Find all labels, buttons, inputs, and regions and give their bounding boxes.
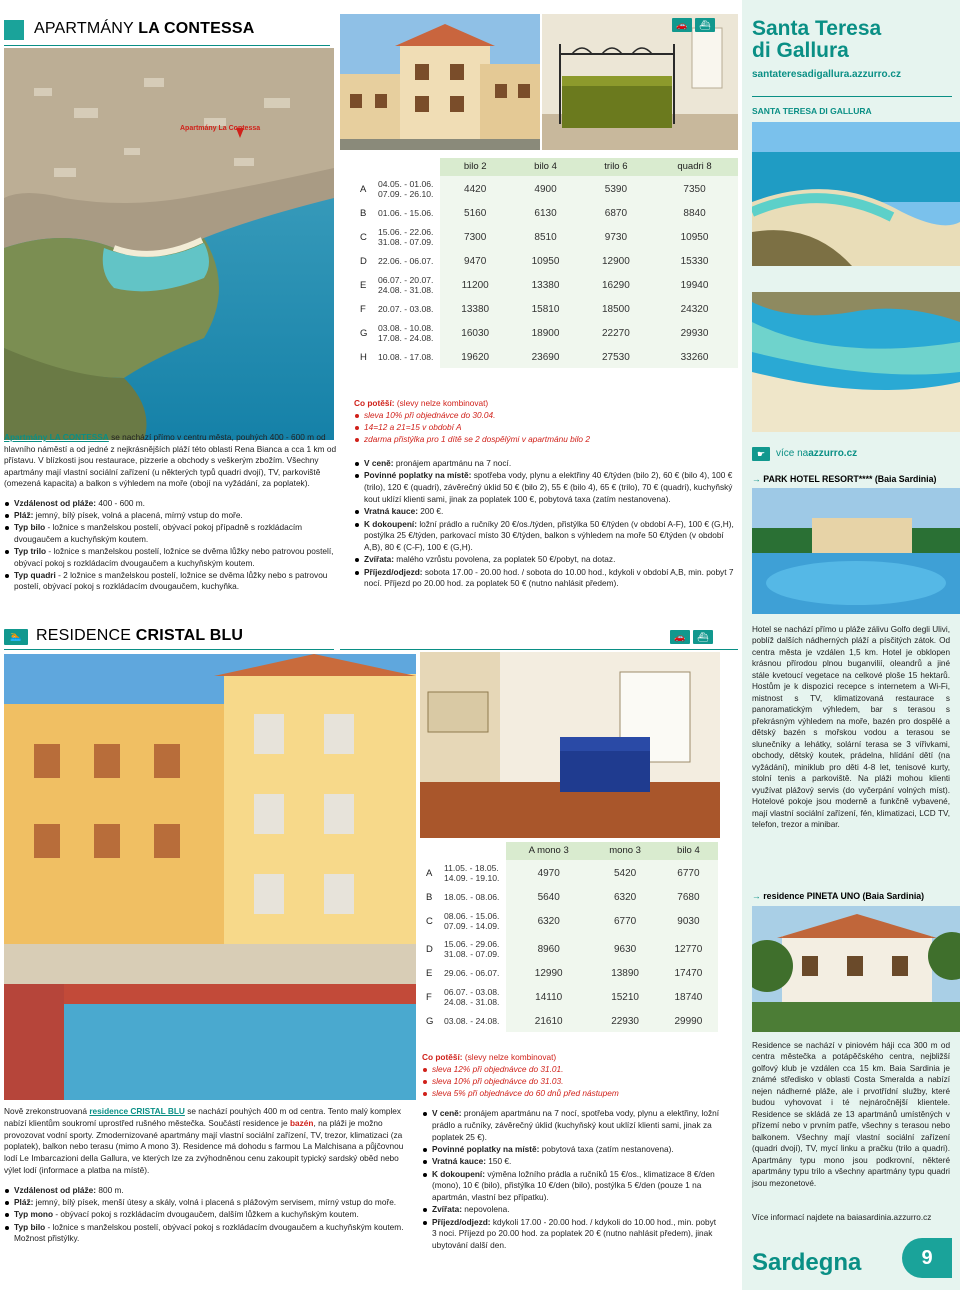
region-label: SANTA TERESA DI GALLURA — [752, 106, 872, 116]
info-item: K dokoupení: výměna ložního prádla a ručníků 15 €/os., klimatizace 8 €/den (mono), 10 € (bilo), přistýlka 10 €/den (bilo), postýlka 5 €/den (pouze 1 na apartmán, vlastní bez přípatku). — [422, 1169, 720, 1204]
season-dates: 15.06. - 22.06. 31.08. - 07.09. — [378, 224, 440, 252]
info-item: Příjezd/odjezd: sobota 17.00 - 20.00 hod. / sobota do 10.00 hod., kdykoli v období A,B, min. pobyt 7 nocí. Příjezd po 20.00 hod. za poplatek 50 € (nutno nahlásit předem). — [354, 567, 734, 591]
table-row — [356, 204, 738, 224]
price-cell: 5160 — [440, 204, 510, 224]
table-row — [422, 908, 718, 936]
contessa-title-bar — [4, 14, 330, 46]
more-info-link[interactable]: Více informací najdete na baiasardinia.azzurro.cz — [752, 1213, 932, 1222]
fact-item: Typ quadri - 2 ložnice s manželskou postelí, ložnice se dvěma lůžky nebo s patrovou postelí, obývací pokoj s rozkládacím dvougaučem, kuchyňka. — [4, 570, 338, 593]
season-dates: 20.07. - 03.08. — [378, 300, 440, 320]
pineta-text: Residence se nachází v piniovém háji cca 300 m od centra městečka a potápěčského centra, nejbližší golfový klub je vzdálen cca 15 km. Baia Sardinia je známé středisko v oblasti Costa Smeralda a nabízí nejen nádherné pláže, ale i prvotřídní služby, které budou vyhovovat i té nejnáročnější klientele. Residence se skládá ze 13 apartmánů umístěných v přízemí nebo v prvním patře, všechny s terasou nebo balkonem. Všechny mají vlastní sociální zařízení (quadri dvojí), TV, mycí linku a pračku (trilo a quadri). Apartmány typu mono jsou podkrovní, některé apartmány typu trilo a všechny apartmány typu quadri jsou mezonetové. — [752, 1041, 950, 1188]
season-code: C — [422, 908, 444, 936]
fact-item: Vzdálenost od pláže: 800 m. — [4, 1185, 414, 1197]
season-code: H — [356, 348, 378, 368]
offer-item: sleva 10% při objednávce do 31.03. — [422, 1076, 720, 1088]
price-cell: 15210 — [591, 984, 658, 1012]
cristal-offer-heading: Co potěší: (slevy nelze kombinovat) — [422, 1052, 557, 1062]
sidebar-rule — [752, 96, 952, 97]
contessa-name-link[interactable]: Apartmány LA CONTESSA — [4, 432, 109, 442]
price-cell: 13890 — [591, 964, 658, 984]
pineta-photo — [752, 906, 960, 1032]
season-dates: 03.08. - 10.08. 17.08. - 24.08. — [378, 320, 440, 348]
contessa-facts-list — [4, 498, 338, 593]
park-hotel-photo — [752, 488, 960, 614]
price-cell: 6320 — [506, 908, 591, 936]
price-cell: 9630 — [591, 936, 658, 964]
contessa-transport-icons — [672, 18, 715, 32]
cristal-pool-photo — [4, 654, 416, 1100]
price-cell: 8510 — [510, 224, 580, 252]
cristal-name-link[interactable]: residence CRISTAL BLU — [89, 1106, 185, 1116]
price-cell: 24320 — [651, 300, 738, 320]
season-code: D — [356, 252, 378, 272]
season-dates: 11.05. - 18.05. 14.09. - 19.10. — [444, 860, 506, 888]
season-code: D — [422, 936, 444, 964]
table-row — [422, 1012, 718, 1032]
col-header: bilo 4 — [677, 845, 700, 857]
sidebar-beach-photo-1 — [752, 122, 960, 266]
info-item: V ceně: pronájem apartmánu na 7 nocí, spotřeba vody, plynu a elektřiny, ložní prádlo a ručníky, závěrečný úklid (kuchyňský kout uklízí klienti sami, jinak za poplatek 25 €). — [422, 1108, 720, 1143]
pineta-title[interactable]: → residence PINETA UNO (Baia Sardinia) — [752, 890, 924, 902]
price-cell: 6320 — [591, 888, 658, 908]
info-item: Povinné poplatky na místě: pobytová taxa (zatím nestanovena). — [422, 1144, 720, 1156]
hand-pointer-icon: ☛ — [752, 447, 770, 461]
page-number: 9 — [902, 1238, 952, 1278]
table-row — [356, 176, 738, 204]
season-dates: 18.05. - 08.06. — [444, 888, 506, 908]
price-cell: 8960 — [506, 936, 591, 964]
table-row — [356, 320, 738, 348]
table-row — [356, 272, 738, 300]
table-row — [422, 964, 718, 984]
season-dates: 03.08. - 24.08. — [444, 1012, 506, 1032]
season-code: E — [356, 272, 378, 300]
season-code: G — [422, 1012, 444, 1032]
season-code: F — [422, 984, 444, 1012]
price-cell: 16030 — [440, 320, 510, 348]
sidebar-header — [752, 18, 901, 82]
price-cell: 29930 — [651, 320, 738, 348]
price-cell: 16290 — [581, 272, 651, 300]
info-item: K dokoupení: ložní prádlo a ručníky 20 €/os./týden, přistýlka 50 €/týden (v období A-F), 100 € (G,H), postýlka 25 €/týden, parkovací místo 30 €/týden, balkon s výhledem na moře 50 €/týden (v období A,B), 80 € (C-F), 100 € (G,H). — [354, 519, 734, 554]
table-row — [422, 888, 718, 908]
price-cell: 9030 — [659, 908, 718, 936]
cristal-title: RESIDENCE CRISTAL BLU — [36, 627, 244, 645]
season-dates: 06.07. - 20.07. 24.08. - 31.08. — [378, 272, 440, 300]
price-cell: 18500 — [581, 300, 651, 320]
fact-item: Typ bilo - ložnice s manželskou postelí, obývací pokoj s rozkládacím dvougaučem a kuchyňským koutem. Možnost přistýlky. — [4, 1222, 414, 1246]
price-cell: 18900 — [510, 320, 580, 348]
price-cell: 9470 — [440, 252, 510, 272]
sidebar — [742, 0, 960, 1290]
fact-item: Typ bilo - ložnice s manželskou postelí, obývací pokoj případně s rozkládacím dvougaučem a kuchyňským koutem. — [4, 522, 338, 545]
contessa-offer-heading: Co potěší: (slevy nelze kombinovat) — [354, 398, 489, 408]
season-code: E — [422, 964, 444, 984]
price-cell: 7350 — [651, 176, 738, 204]
season-code: F — [356, 300, 378, 320]
region-name: Sardegna — [752, 1249, 862, 1276]
season-code: B — [356, 204, 378, 224]
fact-item: Typ mono - obývací pokoj s rozkládacím dvougaučem, dalším lůžkem a kuchyňským koutem. — [4, 1209, 414, 1221]
info-item: Příjezd/odjezd: kdykoli 17.00 - 20.00 hod. / kdykoli do 10.00 hod., min. pobyt 3 noci. Příjezd po 20.00 hod. za poplatek 20 € (nutno nahlásit předem), jinak ubytování další den. — [422, 1217, 720, 1252]
table-header-row — [356, 158, 738, 176]
season-dates: 04.05. - 01.06. 07.09. - 26.10. — [378, 176, 440, 204]
price-cell: 33260 — [651, 348, 738, 368]
contessa-description — [4, 432, 338, 593]
price-cell: 6130 — [510, 204, 580, 224]
season-dates: 06.07. - 03.08. 24.08. - 31.08. — [444, 984, 506, 1012]
price-cell: 11200 — [440, 272, 510, 300]
price-cell: 10950 — [510, 252, 580, 272]
contessa-info-list — [354, 458, 734, 590]
price-cell: 18740 — [659, 984, 718, 1012]
col-header: A mono 3 — [528, 845, 569, 857]
table-row — [422, 860, 718, 888]
contessa-price-table — [356, 158, 738, 368]
park-hotel-title[interactable]: → PARK HOTEL RESORT**** (Baia Sardinia) — [752, 473, 936, 485]
season-dates: 29.06. - 06.07. — [444, 964, 506, 984]
cristal-description — [4, 1106, 414, 1246]
season-dates: 01.06. - 15.06. — [378, 204, 440, 224]
price-cell: 4900 — [510, 176, 580, 204]
col-header: mono 3 — [609, 845, 641, 857]
table-row — [356, 252, 738, 272]
col-header: bilo 4 — [534, 161, 557, 173]
ferry-icon: ⛴ — [695, 18, 715, 32]
contessa-bedroom-photo — [542, 14, 738, 150]
table-row — [422, 984, 718, 1012]
price-cell: 10950 — [651, 224, 738, 252]
table-header-row — [422, 842, 718, 860]
price-cell: 6770 — [591, 908, 658, 936]
cristal-title-bar — [4, 624, 334, 650]
price-cell: 4420 — [440, 176, 510, 204]
price-cell: 14110 — [506, 984, 591, 1012]
info-item: Vratná kauce: 150 €. — [422, 1156, 720, 1168]
season-dates: 10.08. - 17.08. — [378, 348, 440, 368]
price-cell: 29990 — [659, 1012, 718, 1032]
cristal-title-rule — [340, 649, 738, 650]
price-cell: 15810 — [510, 300, 580, 320]
fact-item: Typ trilo - ložnice s manželskou postelí, ložnice se dvěma lůžky nebo patrovou postelí, obývací pokoj s rozkládacím dvougaučem a kuchyňským koutem. — [4, 546, 338, 569]
fact-item: Pláž: jemný, bílý písek, menší útesy a skály, volná i placená s plážovým servisem, mírný vstup do moře. — [4, 1197, 414, 1209]
car-icon: 🚗 — [670, 630, 690, 644]
contessa-title: APARTMÁNY LA CONTESSA — [34, 20, 255, 38]
offer-item: sleva 10% při objednávce do 30.04. — [354, 410, 734, 422]
car-icon: 🚗 — [672, 18, 692, 32]
info-item: Vratná kauce: 200 €. — [354, 506, 734, 518]
offer-item: 14=12 a 21=15 v období A — [354, 422, 734, 434]
price-cell: 6870 — [581, 204, 651, 224]
info-item: Zvířata: malého vzrůstu povolena, za poplatek 50 €/pobyt, na dotaz. — [354, 554, 734, 566]
cristal-facts-list — [4, 1185, 414, 1245]
table-row — [356, 300, 738, 320]
section-marker — [4, 20, 24, 40]
contessa-building-photo — [340, 14, 540, 150]
table-row — [356, 348, 738, 368]
price-cell: 19620 — [440, 348, 510, 368]
swimming-icon: 🏊 — [4, 629, 28, 645]
more-link-bar[interactable]: ☛ více na azzurro.cz — [752, 446, 952, 462]
sidebar-title: Santa Teresa di Gallura — [752, 17, 882, 63]
season-dates: 08.06. - 15.06. 07.09. - 14.09. — [444, 908, 506, 936]
cristal-transport-icons — [670, 630, 713, 644]
info-item: Zvířata: nepovolena. — [422, 1204, 720, 1216]
aerial-caption: Apartmány La Contessa — [180, 125, 261, 132]
season-code: A — [356, 176, 378, 204]
price-cell: 6770 — [659, 860, 718, 888]
price-cell: 5640 — [506, 888, 591, 908]
price-cell: 5420 — [591, 860, 658, 888]
season-dates: 15.06. - 29.06. 31.08. - 07.09. — [444, 936, 506, 964]
price-cell: 12900 — [581, 252, 651, 272]
price-cell: 17470 — [659, 964, 718, 984]
cristal-info-block — [422, 1052, 720, 1253]
price-cell: 12770 — [659, 936, 718, 964]
price-cell: 7680 — [659, 888, 718, 908]
cristal-interior-photo — [420, 652, 720, 838]
price-cell: 27530 — [581, 348, 651, 368]
contessa-aerial-photo — [4, 48, 334, 440]
col-header: bilo 2 — [463, 161, 487, 173]
info-item: Povinné poplatky na místě: spotřeba vody, plynu a elektřiny 40 €/týden (bilo 2), 60 € (bilo 4), 100 € (trilo), 120 € (quadri), závěrečný úklid 50 € (bilo 2), 55 € (bilo 4), 65 € (trilo), 70 € (quadri), kuchyňský kout uklízí klienti sami, jinak za poplatek 100 €, pobytová taxa (zatím nestanovena). — [354, 470, 734, 505]
price-cell: 15330 — [651, 252, 738, 272]
price-cell: 12990 — [506, 964, 591, 984]
fact-item: Pláž: jemný, bílý písek, volná a placená, mírný vstup do moře. — [4, 510, 338, 522]
price-cell: 4970 — [506, 860, 591, 888]
price-cell: 13380 — [440, 300, 510, 320]
cristal-price-table — [422, 842, 718, 1032]
contessa-intro: Apartmány LA CONTESSA se nachází přímo v centru města, pouhých 400 - 600 m od hlavního náměstí a od jedné z nejkrásnějších pláží této oblasti Rena Bianca a cca 1 km od přístavu. V blízkosti jsou restaurace, pizzerie a obchody s veškerým zbožím. Všechny apartmány mají vlastní sociální zařízení (u některých typů quadri dvojí), TV, parkoviště (omezená kapacita) a balkon s výhledem na moře (obojí na vyžádání, za poplatek). — [4, 432, 337, 489]
col-header: trilo 6 — [604, 161, 628, 173]
fact-item: Vzdálenost od pláže: 400 - 600 m. — [4, 498, 338, 510]
season-code: C — [356, 224, 378, 252]
price-cell: 13380 — [510, 272, 580, 300]
table-row — [356, 224, 738, 252]
info-item: V ceně: pronájem apartmánu na 7 nocí. — [354, 458, 734, 470]
season-code: A — [422, 860, 444, 888]
contessa-info-block — [354, 398, 734, 591]
price-cell: 22930 — [591, 1012, 658, 1032]
offer-item: zdarma přistýlka pro 1 dítě se 2 dospělými v apartmánu bilo 2 — [354, 434, 734, 446]
cristal-intro: Nově zrekonstruovaná residence CRISTAL BLU se nachází pouhých 400 m od centra. Tento malý komplex nabízí klientům soukromí uprostřed rušného městečka. Součástí residence je bazén, na pláži je možno provozovat vodní sporty. Zmodernizované apartmány mají vlastní sociální zařízení, TV, trezor, klimatizaci (za poplatek), balkon nebo terasu (mimo A mono 3). Residence má dohodu s farmou La Malchisana a půjčovnou lodí Le Imbarcazioni della Gallura, ve kterých lze za zvýhodněnou cenu zakoupit typický sardský oběd nebo výlet lodí (informace a platba na místě). — [4, 1106, 404, 1175]
table-row — [422, 936, 718, 964]
sidebar-beach-photo-2 — [752, 292, 960, 432]
price-cell: 22270 — [581, 320, 651, 348]
col-header: quadri 8 — [677, 161, 712, 173]
cristal-info-list — [422, 1108, 720, 1252]
season-code: G — [356, 320, 378, 348]
contessa-offers-list — [354, 410, 734, 446]
cristal-offers-list — [422, 1064, 720, 1100]
price-cell: 7300 — [440, 224, 510, 252]
ferry-icon: ⛴ — [693, 630, 713, 644]
season-dates: 22.06. - 06.07. — [378, 252, 440, 272]
season-code: B — [422, 888, 444, 908]
price-cell: 9730 — [581, 224, 651, 252]
price-cell: 23690 — [510, 348, 580, 368]
sidebar-url[interactable]: santateresadigallura.azzurro.cz — [752, 69, 901, 81]
park-hotel-text: Hotel se nachází přímo u pláže zálivu Golfo degli Ulivi, poblíž dalších nádherných pláží a písčitých zátok. Od centra města je vzdálen 1,5 km. Hotel je obklopen krásnou přírodou plnou buganvilií, oleandrů a jiné stále kvetoucí vegetace na celkové ploše 15 hektarů. Hostům je k dispozici recepce s internetem a Wi-Fi, mistnost s TV, klimatizovaná restaurace s panoramatickým výhledem, bar s terasou s překrásným výhledem na moře, bazén pro dospělé a dětský bazén s mořskou vodou a terasou se slunečníky a lehátky, solární terasa se 3 vířivkami, obchody, dětský koutek, prádelna, hlídání dětí (na vyžádání), miniklub pro děti 4-8 let, tenisové kurty, stolní tenis a parkoviště. Na pláži mohou klienti využívat plážový servis (do vyčerpání volných míst). Hotelové pokoje jsou moderně a funkčně vybavené, mají vlastní sociální zařízení, fén, klimatizaci, LCD TV, telefon, trezor a minibar. — [752, 625, 950, 830]
price-cell: 5390 — [581, 176, 651, 204]
price-cell: 19940 — [651, 272, 738, 300]
offer-item: sleva 12% při objednávce do 31.01. — [422, 1064, 720, 1076]
offer-item: sleva 5% při objednávce do 60 dnů před nástupem — [422, 1088, 720, 1100]
price-cell: 21610 — [506, 1012, 591, 1032]
price-cell: 8840 — [651, 204, 738, 224]
